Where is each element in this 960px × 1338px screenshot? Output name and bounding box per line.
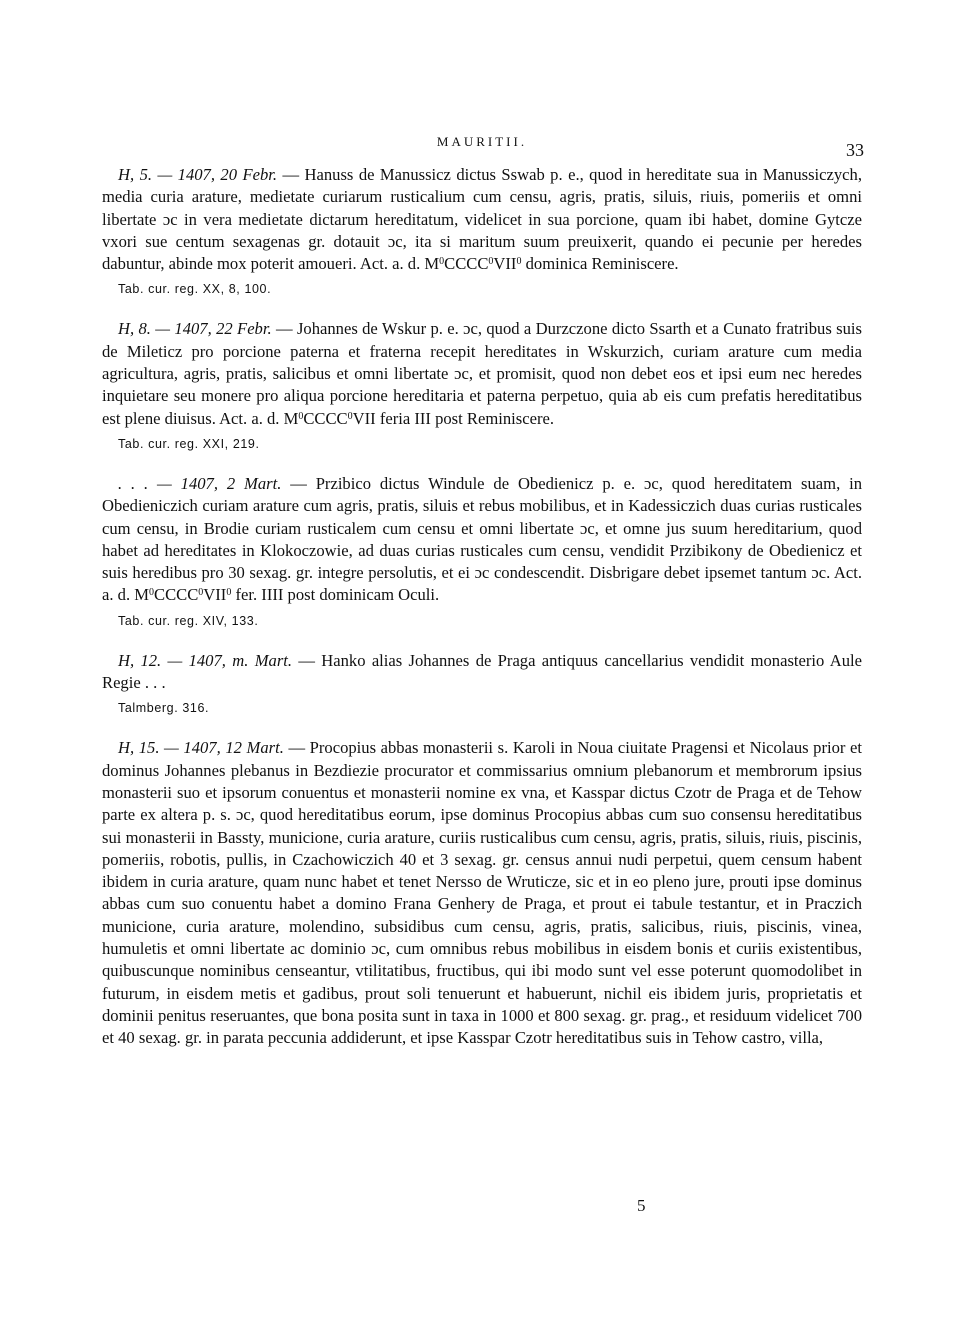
entry-tail: dominica Reminiscere. [521, 254, 679, 274]
date-numeral: CCCC [154, 585, 199, 605]
entry-text [102, 473, 862, 607]
entry-body: — Procopius abbas monasterii s. Karoli in Noua ciuitate Pragensi et Nicolaus prior et dominus Johannes plebanus in Bezdiezie procurator et commissarius omnium plebanorum et membrorum ipsius monasterii suo et ipsorum conuentus et monasterii nomine ex vna, et Kasspar dictus Czotr de Praga et de Tehow parte ex altera p. s. ɔc, quod hereditatibus eorum, ipse dominus Procopius abbas cum suo consensu hereditatibus sui monasterii in Bassty, municione, curia arature, curiis rusticalibus cum censu, agris, pratis, siluis, riuis, piscinis, pomeriis, robotis, pullis, in Czachowiczich 40 et 3 sexag. gr. census annui nudi perpetui, quem censum habent ibidem in curia arature, quam nunc habet et tenet Nersso de Wruticze, sic et in eo pleno jure, prouti ipse dominus abbas cum suo conuentu habet a domino Frana Genhery de Praga, et prout ei tabule testantur, et in Praczich municione, curia arature, molendino, subsidibus cum censu, agris, pratis, salicibus, riuis, piscinis, vinea, humuletis et omni libertate ac dominio ɔc, cum omnibus rebus mobilibus in eisdem bonis et curiis existentibus, quibuscunque nominibus censeantur, vtilitatibus, fructibus, qui ibi modo sunt vel esse poterunt quomodolibet in futurum, in eisdem metis et gadibus, prout soli tenuerunt et habuerunt, nichil eis ibidem juris, proprietatis et dominii penitus reseruantes, que bona posita sunt in taxa in 1000 et 800 sexag. gr. prag., et residuum videlicet 700 et 40 sexag. gr. in parata peccunia addiderunt, et ipse Kasspar Czotr hereditatibus suis in Tehow castro, villa, [102, 738, 862, 1048]
entry-gap [102, 630, 862, 650]
regest-entry [102, 650, 862, 718]
entry-source: Tab. cur. reg. XX, 8, 100. [118, 282, 272, 297]
date-superscript: 0 [298, 410, 304, 422]
page-number: 33 [846, 140, 864, 160]
date-superscript: 0 [149, 587, 155, 599]
document-page [102, 134, 862, 1050]
entry-text [102, 318, 862, 429]
page-header [102, 134, 862, 164]
entry-text [102, 737, 862, 1049]
date-numeral: CCCC [303, 408, 348, 428]
date-superscript: 0 [488, 256, 494, 268]
entry-tail: feria III post Reminiscere. [375, 408, 554, 428]
entry-text [102, 650, 862, 695]
date-numeral: CCCC [444, 254, 489, 274]
regest-entry [102, 737, 862, 1049]
running-title: MAURITII. [436, 134, 528, 149]
entry-heading: H, 5. — 1407, 20 Febr. [118, 165, 278, 184]
date-superscript: 0 [198, 587, 204, 599]
date-superscript: 0 [516, 256, 522, 268]
date-numeral: VII [493, 254, 517, 274]
entry-heading: . . . — 1407, 2 Mart. [118, 473, 282, 493]
entries-container [102, 164, 862, 1050]
entry-body: — Hanko alias Johannes de Praga antiquus cancellarius vendidit monasterio Aule Regie . . . [102, 650, 862, 693]
entry-gap [102, 453, 862, 473]
date-superscript: 0 [226, 587, 232, 599]
entry-tail: fer. IIII post dominicam Oculi. [231, 585, 440, 605]
date-superscript: 0 [439, 256, 445, 268]
entry-gap [102, 717, 862, 737]
entry-heading: H, 12. — 1407, m. Mart. [118, 650, 293, 670]
entry-source: Tab. cur. reg. XXI, 219. [118, 436, 260, 451]
date-numeral: VII [203, 585, 227, 605]
entry-heading: H, 15. — 1407, 12 Mart. [118, 738, 284, 758]
regest-entry [102, 318, 862, 452]
entry-source: Talmberg. 316. [118, 701, 210, 716]
regest-entry [102, 164, 862, 298]
signature-mark: 5 [637, 1196, 646, 1215]
entry-body: — Hanuss de Manussicz dictus Sswab p. e., quod in hereditate sua in Manussiczych, media curia arature, medietate curiarum rusticalium cum censu, agris, pratis, siluis, riuis, pomeriis et omni libertate ɔc in vera medietate dictarum hereditatum, videlicet in sua porcione, quam ibi habet, domine Gytcze vxori sue centum sexagenas gr. dotauit ɔc, ita si maritum suum preuixerit, quando ei pecunie per heredes dabuntur, abinde mox poterit amoueri. Act. a. d. M [102, 165, 862, 274]
entry-text [102, 164, 862, 275]
entry-heading: H, 8. — 1407, 22 Febr. [118, 319, 272, 339]
entry-gap [102, 298, 862, 318]
entry-source: Tab. cur. reg. XIV, 133. [118, 613, 259, 628]
entry-body: — Johannes de Wskur p. e. ɔc, quod a Durzczone dicto Ssarth et a Cunato fratribus suis de Mileticz pro porcione paterna et fraterna recepit hereditates in Wskurzich, curiam arature cum media agricultura, agris, pratis, salicibus et omni libertate ɔc, et promisit, quod non debet eos et ipsi eum nec heredes inquietare seu monere pro aliqua porcione hereditaria et paterna perpetuo, quia ab eis cum prefatis hereditatibus est plene diuisus. Act. a. d. M [102, 319, 862, 428]
date-numeral: VII [352, 408, 376, 428]
regest-entry [102, 473, 862, 630]
entry-body: — Przibico dictus Windule de Obedienicz p. e. ɔc, quod hereditatem suam, in Obedieniczich curiam arature cum agris, pratis, siluis et rebus mobilibus, et in Kadessiczich duas curias rusticales cum censu, in Brodie curiam rusticalem cum censu et omni libertate ɔc, et omne jus suum hereditarium, quod habet ad hereditates in Klokoczowie, ad duas curias rusticales cum censu, vendidit Przibikony de Obedienicz et suis heredibus pro 30 sexag. gr. integre persolutis, et ei ɔc condescendit. Disbrigare debet ipsemet tantum ɔc. Act. a. d. M [102, 473, 862, 605]
date-superscript: 0 [347, 410, 353, 422]
